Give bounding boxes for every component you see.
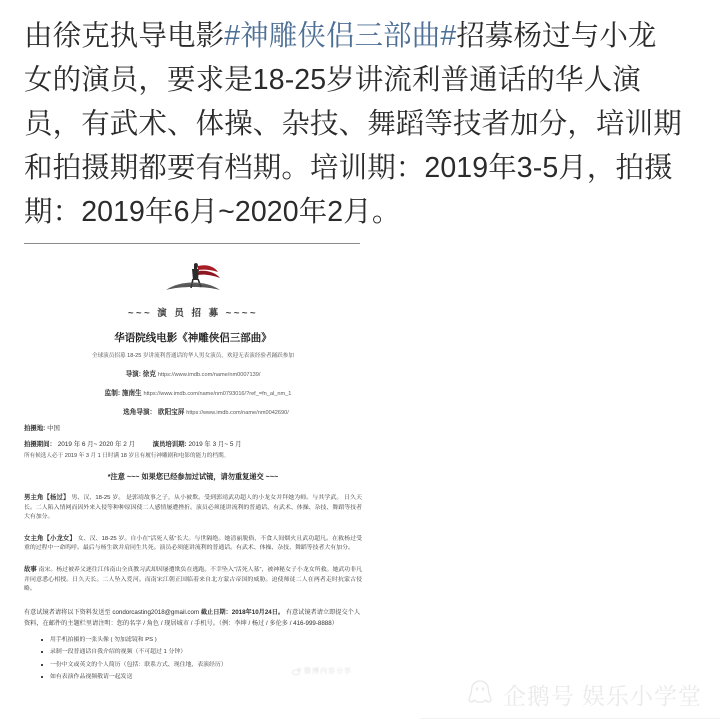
doc-location	[24, 423, 362, 432]
post-text-before-hashtag: 由徐克执导电影	[24, 20, 225, 52]
brand-bar	[420, 670, 720, 719]
role-description-yangguo	[24, 493, 362, 523]
training-value: 2019 年 3 月~ 5 月	[188, 441, 242, 448]
hashtag-link[interactable]: #神雕侠侣三部曲#	[224, 20, 457, 52]
brand-label	[503, 678, 702, 711]
content-divider	[24, 243, 360, 244]
shoot-value: 2019 年 6 月~ 2020 年 2 月	[57, 441, 135, 448]
credit-casting-director	[24, 406, 362, 416]
credit-role-label: 选角导演：	[123, 409, 157, 416]
doc-title: 华语院线电影《神雕侠侣三部曲》	[114, 332, 272, 344]
role-body: 女、汉、18-25 岁。自小在“活死人墓”长大。与世隔绝。她清丽脱俗，不食人间烟火且武功超凡。在救杨过受重的过程中一命呜呼。最后与杨生欲并肩同生共死。演员必须能讲流利的普通话。有武术、体操、杂技、舞蹈等技者大有加分。	[24, 535, 362, 552]
submission-instructions	[24, 607, 362, 629]
deadline-value: 2018年10月24日。	[231, 608, 285, 616]
location-value: 中国	[47, 425, 60, 432]
doc-subtitle: 全球演员招募 18-25 岁讲流利普通话的华人男女演员，欢迎无表演经验者踊跃参加	[91, 353, 294, 359]
role-description-xiaolongnv	[24, 534, 362, 554]
list-item: 用手机拍摄的一张头像 ( 勿加滤镜和 PS )	[50, 634, 362, 647]
contact-intro: 有意试镜者请将以下资料发送至	[24, 608, 111, 616]
credit-director	[24, 368, 362, 378]
credit-name: 欧阳宝屏	[157, 409, 185, 416]
role-lead: 女主角【小龙女】	[24, 534, 76, 542]
submission-requirements-list	[24, 634, 362, 684]
attached-casting-document[interactable]	[24, 252, 362, 684]
brand-channel: 娱乐小学堂	[582, 682, 702, 709]
training-label: 演员培训期:	[152, 441, 187, 448]
credit-role-label: 监制:	[104, 390, 121, 397]
credit-link[interactable]: https://www.imdb.com/name/nm0007139/	[157, 372, 261, 378]
credit-link[interactable]: https://www.imdb.com/name/nm0042690/	[186, 410, 289, 416]
doc-attention-notice: *注意 ~~~ 如果您已经参加过试镜，请勿重复递交 ~~~	[107, 472, 279, 481]
location-label: 拍摄地:	[24, 425, 46, 432]
production-logo	[24, 252, 362, 304]
credit-name: 施南生	[121, 390, 142, 397]
credit-producer	[24, 387, 362, 397]
post-text-after-hashtag: 招募杨过与小龙女的演员，要求是18-25岁讲流利普通话的华人演员，有武术、体操、杂技、舞蹈等技者加分，培训期和拍摄期都要有档期。培训期：2019年3-5月，拍摄期：2019年6月~2020年2月。	[24, 20, 682, 228]
brand-account: 企鹅号	[503, 682, 575, 709]
post-text	[24, 14, 684, 234]
role-body: 男、汉、18-25 岁。 是郭靖故事之子，从小被欺。受到郭靖武功超人的小龙女并拜她为师。与其学武。 日久天长。二人陷入情网而因外来入侵等种种原因使二人感情屡遭挫折。演员必须能讲流利的普通话、有武术、体操、杂技、舞蹈等技者大有加分。	[24, 495, 362, 521]
story-lead: 故事	[24, 565, 37, 573]
list-item: 录制一段普通话自我介绍的视频（不可超过 1 分钟）	[50, 646, 362, 659]
credit-link[interactable]: https://www.imdb.com/name/nm0793016/?ref_=fn_al_nm_1	[143, 391, 292, 397]
doc-age-note: 所有候选人必于 2019 年 3 月 1 日时满 18 岁且有履行神雕剧和电影的能力的档期。	[24, 453, 230, 459]
credit-name: 徐克	[142, 371, 156, 378]
story-synopsis	[24, 565, 362, 595]
watermark-text: 微博内容分享	[304, 668, 352, 675]
doc-schedule	[24, 439, 362, 448]
doc-banner: ~~~ 演 员 招 募 ~~~~	[127, 308, 259, 319]
credit-role-label: 导演:	[125, 371, 141, 378]
penguin-icon	[465, 678, 495, 710]
role-lead: 男主角【杨过】	[24, 494, 70, 501]
deadline-label: 截止日期：	[200, 608, 232, 616]
shoot-label: 拍摄期间：	[24, 441, 56, 448]
weibo-icon	[292, 668, 301, 675]
list-item: 如有表演作品视频敬请一起发送	[50, 671, 362, 684]
contact-email[interactable]: condorcasting2018@gmail.com	[112, 608, 200, 616]
weibo-watermark	[292, 666, 352, 676]
story-body: 南宋。杨过被养父逐往江伟南山全真教习武却因屡遭欺负在逃跑。不幸坠入“活死人墓”，被神秘女子小龙女所救。她武功非凡并同意悉心相授。日久天长。二人坠入爱河。而南宋江朝正国临着来自北方蒙古帝国的威胁。迫使师徒二人在两者走时抗蒙古侵略。	[24, 566, 362, 593]
list-item: 一份中文或英文的个人简历（包括：联系方式、现住地、表演经历）	[50, 659, 362, 672]
contact-details: 有意试镜者请立即提交个人资料，在邮件的主题栏里请注明：您的名字 / 角色 / 现居城市 / 手机号。（例：李坤 / 杨过 / 多伦多 / 416-999-8888）	[24, 608, 361, 627]
